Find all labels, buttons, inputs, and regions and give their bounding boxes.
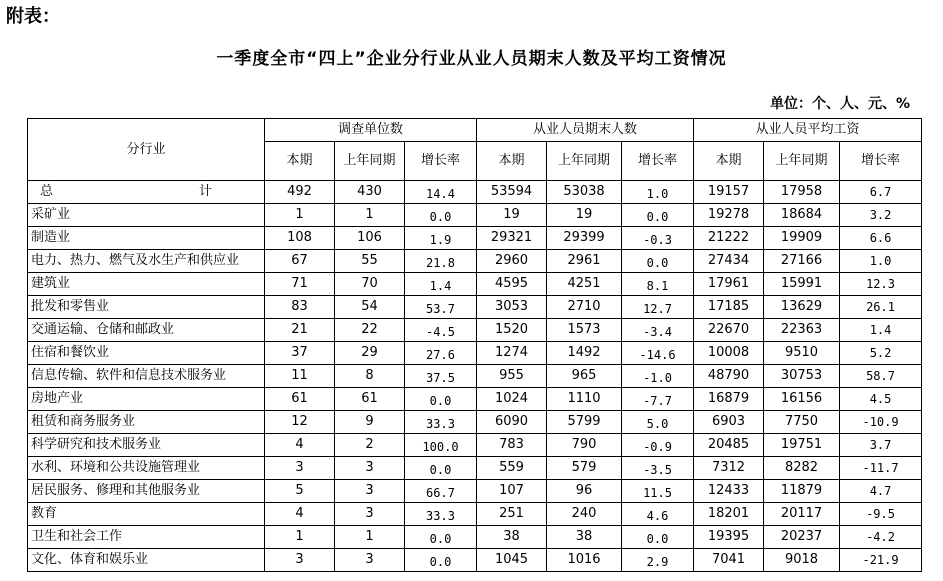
wages-growth-cell: 1.0 xyxy=(840,250,922,273)
unit-note: 单位：个、人、元、% xyxy=(769,96,910,112)
wages-last-year-cell: 27166 xyxy=(764,250,840,273)
units-growth-cell: 21.8 xyxy=(405,250,477,273)
units-last-year-cell: 106 xyxy=(335,227,405,250)
wages-current-cell: 20485 xyxy=(694,434,764,457)
wages-current-cell: 7312 xyxy=(694,457,764,480)
industry-name: 房地产业 xyxy=(28,388,265,411)
wages-growth-cell: 5.2 xyxy=(840,342,922,365)
units-growth-cell: 33.3 xyxy=(405,503,477,526)
units-last-year-cell: 430 xyxy=(335,181,405,204)
industry-name: 居民服务、修理和其他服务业 xyxy=(28,480,265,503)
wages-growth-cell: 3.7 xyxy=(840,434,922,457)
units-current-cell: 37 xyxy=(265,342,335,365)
wages-last-year-cell: 19751 xyxy=(764,434,840,457)
units-growth-cell: 66.7 xyxy=(405,480,477,503)
table-row xyxy=(28,503,922,526)
table-body xyxy=(28,181,922,572)
header-current: 本期 xyxy=(477,142,547,181)
wages-current-cell: 27434 xyxy=(694,250,764,273)
header-current: 本期 xyxy=(694,142,764,181)
employees-growth-cell: 0.0 xyxy=(622,204,694,227)
header-last-year: 上年同期 xyxy=(335,142,405,181)
employees-growth-cell: -14.6 xyxy=(622,342,694,365)
wages-last-year-cell: 20117 xyxy=(764,503,840,526)
industry-name: 卫生和社会工作 xyxy=(28,526,265,549)
employees-last-year-cell: 579 xyxy=(547,457,622,480)
employees-current-cell: 3053 xyxy=(477,296,547,319)
units-last-year-cell: 3 xyxy=(335,503,405,526)
employees-last-year-cell: 240 xyxy=(547,503,622,526)
units-current-cell: 83 xyxy=(265,296,335,319)
units-growth-cell: 33.3 xyxy=(405,411,477,434)
page-title: 一季度全市“四上”企业分行业从业人员期末人数及平均工资情况 xyxy=(216,49,727,69)
data-table xyxy=(27,118,922,572)
employees-growth-cell: -1.0 xyxy=(622,365,694,388)
employees-growth-cell: 0.0 xyxy=(622,526,694,549)
employees-current-cell: 107 xyxy=(477,480,547,503)
header-growth: 增长率 xyxy=(622,142,694,181)
employees-growth-cell: -7.7 xyxy=(622,388,694,411)
wages-last-year-cell: 15991 xyxy=(764,273,840,296)
table-row xyxy=(28,388,922,411)
industry-name: 教育 xyxy=(28,503,265,526)
employees-last-year-cell: 790 xyxy=(547,434,622,457)
table-row xyxy=(28,365,922,388)
wages-last-year-cell: 19909 xyxy=(764,227,840,250)
units-growth-cell: 100.0 xyxy=(405,434,477,457)
units-last-year-cell: 3 xyxy=(335,549,405,572)
table-row xyxy=(28,457,922,480)
table-row xyxy=(28,181,922,204)
header-current: 本期 xyxy=(265,142,335,181)
units-last-year-cell: 22 xyxy=(335,319,405,342)
units-growth-cell: 1.4 xyxy=(405,273,477,296)
table-row xyxy=(28,480,922,503)
wages-current-cell: 21222 xyxy=(694,227,764,250)
header-group-units: 调查单位数 xyxy=(265,119,477,142)
table-row xyxy=(28,434,922,457)
units-current-cell: 11 xyxy=(265,365,335,388)
employees-last-year-cell: 38 xyxy=(547,526,622,549)
wages-current-cell: 19157 xyxy=(694,181,764,204)
wages-last-year-cell: 20237 xyxy=(764,526,840,549)
table-row xyxy=(28,319,922,342)
table-row xyxy=(28,227,922,250)
wages-last-year-cell: 9510 xyxy=(764,342,840,365)
employees-current-cell: 38 xyxy=(477,526,547,549)
wages-last-year-cell: 17958 xyxy=(764,181,840,204)
employees-current-cell: 251 xyxy=(477,503,547,526)
wages-last-year-cell: 16156 xyxy=(764,388,840,411)
wages-current-cell: 48790 xyxy=(694,365,764,388)
employees-current-cell: 783 xyxy=(477,434,547,457)
units-current-cell: 1 xyxy=(265,526,335,549)
units-last-year-cell: 8 xyxy=(335,365,405,388)
wages-current-cell: 12433 xyxy=(694,480,764,503)
table-row xyxy=(28,204,922,227)
units-current-cell: 492 xyxy=(265,181,335,204)
wages-growth-cell: -9.5 xyxy=(840,503,922,526)
industry-name: 住宿和餐饮业 xyxy=(28,342,265,365)
appendix-label: 附表： xyxy=(6,6,60,27)
wages-growth-cell: 12.3 xyxy=(840,273,922,296)
employees-last-year-cell: 965 xyxy=(547,365,622,388)
wages-last-year-cell: 22363 xyxy=(764,319,840,342)
units-last-year-cell: 70 xyxy=(335,273,405,296)
wages-current-cell: 18201 xyxy=(694,503,764,526)
employees-current-cell: 1520 xyxy=(477,319,547,342)
units-last-year-cell: 1 xyxy=(335,526,405,549)
wages-last-year-cell: 18684 xyxy=(764,204,840,227)
wages-current-cell: 10008 xyxy=(694,342,764,365)
industry-name: 采矿业 xyxy=(28,204,265,227)
wages-growth-cell: 6.7 xyxy=(840,181,922,204)
employees-last-year-cell: 2961 xyxy=(547,250,622,273)
wages-current-cell: 17961 xyxy=(694,273,764,296)
employees-current-cell: 4595 xyxy=(477,273,547,296)
units-growth-cell: 0.0 xyxy=(405,457,477,480)
employees-growth-cell: 2.9 xyxy=(622,549,694,572)
employees-growth-cell: -0.3 xyxy=(622,227,694,250)
units-current-cell: 108 xyxy=(265,227,335,250)
units-last-year-cell: 1 xyxy=(335,204,405,227)
industry-name: 电力、热力、燃气及水生产和供应业 xyxy=(28,250,265,273)
employees-last-year-cell: 1016 xyxy=(547,549,622,572)
wages-growth-cell: 58.7 xyxy=(840,365,922,388)
units-growth-cell: 0.0 xyxy=(405,388,477,411)
units-current-cell: 61 xyxy=(265,388,335,411)
employees-last-year-cell: 5799 xyxy=(547,411,622,434)
wages-last-year-cell: 7750 xyxy=(764,411,840,434)
wages-current-cell: 7041 xyxy=(694,549,764,572)
units-growth-cell: 37.5 xyxy=(405,365,477,388)
units-growth-cell: 0.0 xyxy=(405,549,477,572)
units-growth-cell: 53.7 xyxy=(405,296,477,319)
header-last-year: 上年同期 xyxy=(547,142,622,181)
units-current-cell: 12 xyxy=(265,411,335,434)
table-row xyxy=(28,342,922,365)
employees-growth-cell: -3.4 xyxy=(622,319,694,342)
employees-current-cell: 6090 xyxy=(477,411,547,434)
industry-name: 建筑业 xyxy=(28,273,265,296)
employees-growth-cell: 1.0 xyxy=(622,181,694,204)
units-last-year-cell: 3 xyxy=(335,457,405,480)
header-growth: 增长率 xyxy=(405,142,477,181)
employees-last-year-cell: 19 xyxy=(547,204,622,227)
industry-name: 文化、体育和娱乐业 xyxy=(28,549,265,572)
units-current-cell: 4 xyxy=(265,503,335,526)
header-last-year: 上年同期 xyxy=(764,142,840,181)
header-industry: 分行业 xyxy=(28,119,265,181)
industry-name: 科学研究和技术服务业 xyxy=(28,434,265,457)
employees-current-cell: 29321 xyxy=(477,227,547,250)
wages-growth-cell: 4.5 xyxy=(840,388,922,411)
employees-growth-cell: -3.5 xyxy=(622,457,694,480)
units-growth-cell: 27.6 xyxy=(405,342,477,365)
employees-last-year-cell: 96 xyxy=(547,480,622,503)
units-growth-cell: 0.0 xyxy=(405,204,477,227)
wages-current-cell: 19395 xyxy=(694,526,764,549)
employees-current-cell: 19 xyxy=(477,204,547,227)
wages-current-cell: 17185 xyxy=(694,296,764,319)
industry-name: 批发和零售业 xyxy=(28,296,265,319)
employees-current-cell: 2960 xyxy=(477,250,547,273)
units-growth-cell: -4.5 xyxy=(405,319,477,342)
units-growth-cell: 14.4 xyxy=(405,181,477,204)
employees-last-year-cell: 1110 xyxy=(547,388,622,411)
employees-last-year-cell: 1492 xyxy=(547,342,622,365)
industry-name: 水利、环境和公共设施管理业 xyxy=(28,457,265,480)
employees-last-year-cell: 1573 xyxy=(547,319,622,342)
wages-growth-cell: -4.2 xyxy=(840,526,922,549)
employees-growth-cell: -0.9 xyxy=(622,434,694,457)
units-last-year-cell: 3 xyxy=(335,480,405,503)
units-last-year-cell: 9 xyxy=(335,411,405,434)
wages-last-year-cell: 9018 xyxy=(764,549,840,572)
employees-growth-cell: 12.7 xyxy=(622,296,694,319)
table-row xyxy=(28,250,922,273)
units-last-year-cell: 29 xyxy=(335,342,405,365)
wages-last-year-cell: 30753 xyxy=(764,365,840,388)
wages-growth-cell: 1.4 xyxy=(840,319,922,342)
industry-name: 信息传输、软件和信息技术服务业 xyxy=(28,365,265,388)
table-row xyxy=(28,549,922,572)
units-current-cell: 3 xyxy=(265,549,335,572)
units-current-cell: 1 xyxy=(265,204,335,227)
table-row xyxy=(28,526,922,549)
employees-growth-cell: 4.6 xyxy=(622,503,694,526)
wages-growth-cell: -10.9 xyxy=(840,411,922,434)
units-current-cell: 21 xyxy=(265,319,335,342)
wages-growth-cell: -21.9 xyxy=(840,549,922,572)
wages-current-cell: 22670 xyxy=(694,319,764,342)
units-current-cell: 3 xyxy=(265,457,335,480)
employees-current-cell: 1024 xyxy=(477,388,547,411)
industry-name: 租赁和商务服务业 xyxy=(28,411,265,434)
wages-last-year-cell: 11879 xyxy=(764,480,840,503)
employees-last-year-cell: 53038 xyxy=(547,181,622,204)
employees-current-cell: 559 xyxy=(477,457,547,480)
industry-name: 总 计 xyxy=(28,181,265,204)
wages-current-cell: 6903 xyxy=(694,411,764,434)
header-growth: 增长率 xyxy=(840,142,922,181)
wages-growth-cell: 4.7 xyxy=(840,480,922,503)
header-group-wages: 从业人员平均工资 xyxy=(694,119,922,142)
units-current-cell: 71 xyxy=(265,273,335,296)
units-last-year-cell: 61 xyxy=(335,388,405,411)
table-row xyxy=(28,411,922,434)
employees-growth-cell: 8.1 xyxy=(622,273,694,296)
employees-growth-cell: 11.5 xyxy=(622,480,694,503)
units-last-year-cell: 2 xyxy=(335,434,405,457)
units-current-cell: 4 xyxy=(265,434,335,457)
employees-current-cell: 1045 xyxy=(477,549,547,572)
wages-current-cell: 16879 xyxy=(694,388,764,411)
wages-growth-cell: 6.6 xyxy=(840,227,922,250)
units-last-year-cell: 55 xyxy=(335,250,405,273)
employees-current-cell: 1274 xyxy=(477,342,547,365)
table-row xyxy=(28,273,922,296)
employees-growth-cell: 5.0 xyxy=(622,411,694,434)
employees-current-cell: 955 xyxy=(477,365,547,388)
units-last-year-cell: 54 xyxy=(335,296,405,319)
units-current-cell: 67 xyxy=(265,250,335,273)
employees-last-year-cell: 2710 xyxy=(547,296,622,319)
wages-growth-cell: 3.2 xyxy=(840,204,922,227)
wages-last-year-cell: 8282 xyxy=(764,457,840,480)
units-growth-cell: 0.0 xyxy=(405,526,477,549)
wages-growth-cell: -11.7 xyxy=(840,457,922,480)
employees-last-year-cell: 29399 xyxy=(547,227,622,250)
employees-last-year-cell: 4251 xyxy=(547,273,622,296)
wages-growth-cell: 26.1 xyxy=(840,296,922,319)
units-growth-cell: 1.9 xyxy=(405,227,477,250)
wages-last-year-cell: 13629 xyxy=(764,296,840,319)
header-group-employees: 从业人员期末人数 xyxy=(477,119,694,142)
employees-growth-cell: 0.0 xyxy=(622,250,694,273)
industry-name: 交通运输、仓储和邮政业 xyxy=(28,319,265,342)
units-current-cell: 5 xyxy=(265,480,335,503)
table-row xyxy=(28,296,922,319)
wages-current-cell: 19278 xyxy=(694,204,764,227)
employees-current-cell: 53594 xyxy=(477,181,547,204)
industry-name: 制造业 xyxy=(28,227,265,250)
